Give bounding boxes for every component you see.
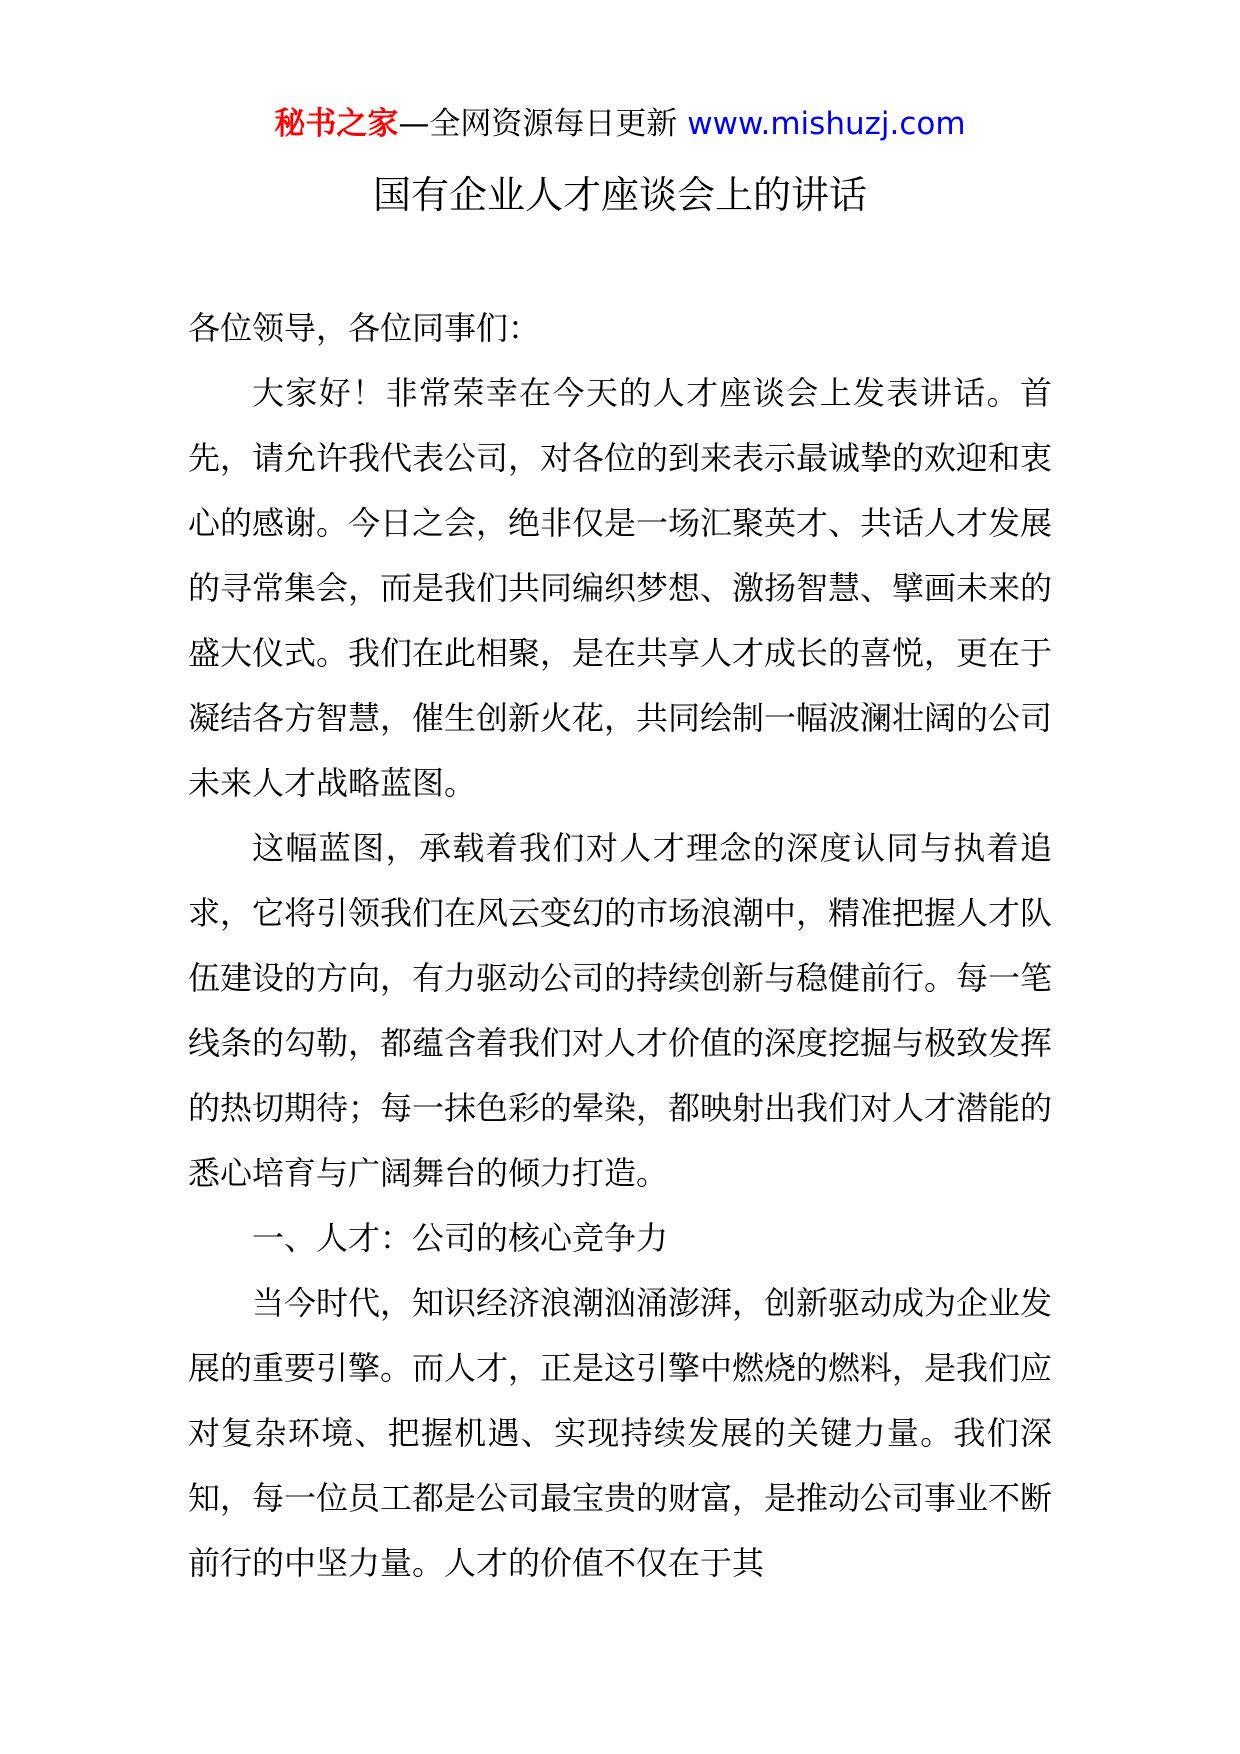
document-title: 国有企业人才座谈会上的讲话 [372, 173, 867, 217]
site-header [0, 104, 1240, 144]
body-paragraph: 大家好！非常荣幸在今天的人才座谈会上发表讲话。首先，请允许我代表公司，对各位的到来表示最诚挚的欢迎和衷心的感谢。今日之会，绝非仅是一场汇聚英才、共话人才发展的寻常集会，而是我们共同编织梦想、激扬智慧、擘画未来的盛大仪式。我们在此相聚，是在共享人才成长的喜悦，更在于凝结各方智慧，催生创新火花，共同绘制一幅波澜壮阔的公司未来人才战略蓝图。 [188, 374, 1053, 802]
brand-name: 秘书之家 [274, 106, 399, 142]
body-paragraph: 这幅蓝图，承载着我们对人才理念的深度认同与执着追求，它将引领我们在风云变幻的市场浪潮中，精准把握人才队伍建设的方向，有力驱动公司的持续创新与稳健前行。每一笔线条的勾勒，都蕴含着我们对人才价值的深度挖掘与极致发挥的热切期待；每一抹色彩的晕染，都映射出我们对人才潜能的悉心培育与广阔舞台的倾力打造。 [188, 829, 1053, 1192]
body-paragraph: 当今时代，知识经济浪潮汹涌澎湃，创新驱动成为企业发展的重要引擎。而人才，正是这引擎中燃烧的燃料，是我们应对复杂环境、把握机遇、实现持续发展的关键力量。我们深知，每一位员工都是公司最宝贵的财富，是推动公司事业不断前行的中坚力量。人才的价值不仅在于其 [188, 1284, 1053, 1582]
site-tagline: —全网资源每日更新 [398, 106, 688, 142]
salutation: 各位领导，各位同事们： [188, 309, 541, 347]
site-url-link[interactable]: www.mishuzj.com [687, 106, 966, 142]
section-heading: 一、人才：公司的核心竞争力 [252, 1219, 669, 1257]
document-body [188, 296, 1052, 1596]
